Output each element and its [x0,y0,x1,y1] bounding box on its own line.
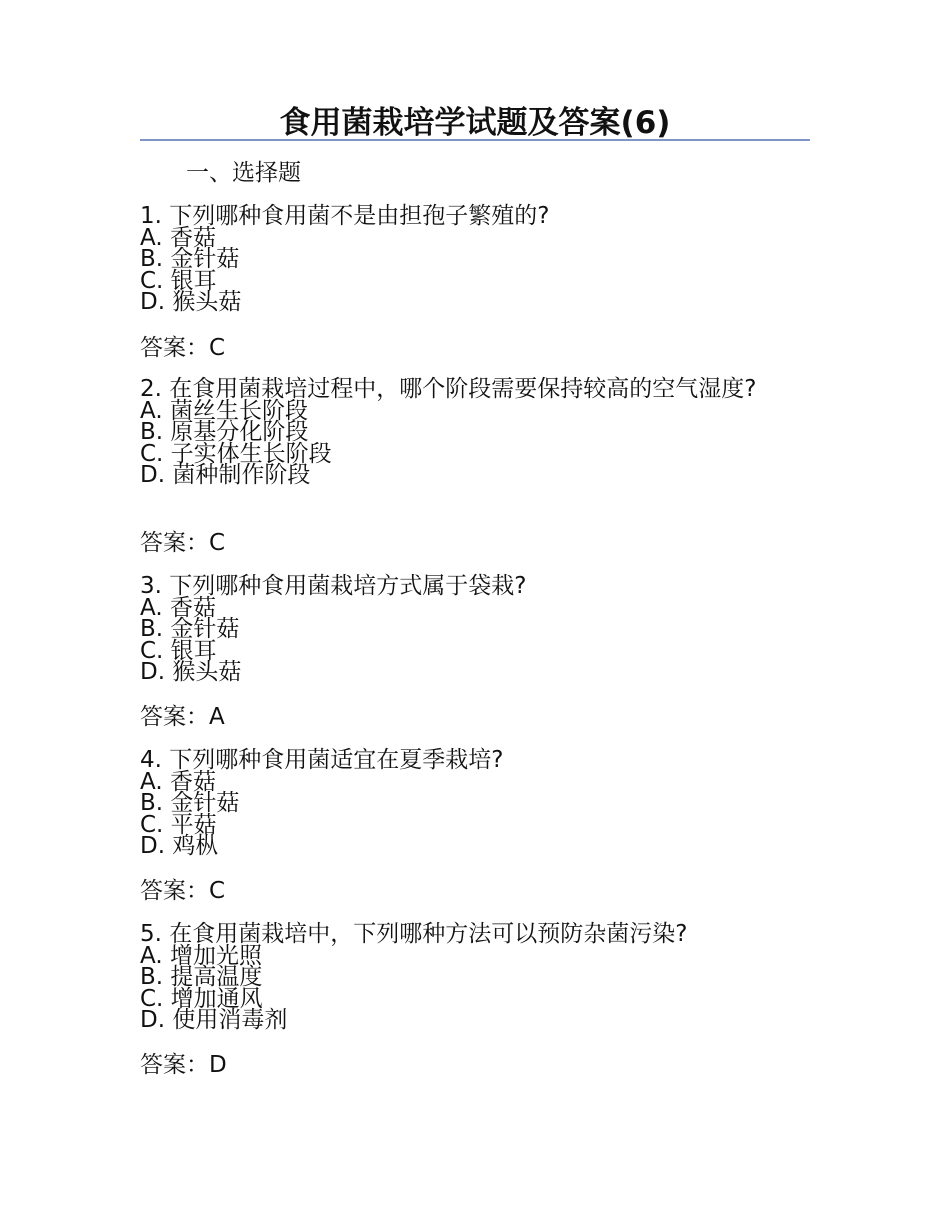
question-text: 5. 在食用菌栽培中，下列哪种方法可以预防杂菌污染? [140,921,688,947]
question-text: 4. 下列哪种食用菌适宜在夏季栽培? [140,747,504,773]
answer-text: 答案：D [140,1052,227,1078]
option-a: A. 香菇 [140,768,216,795]
question-text: 3. 下列哪种食用菌栽培方式属于袋栽? [140,573,527,599]
option-b: B. 金针菇 [140,790,240,816]
title-underline [140,139,810,141]
option-d: D. 鸡枞 [140,833,219,859]
question-text: 1. 下列哪种食用菌不是由担孢子繁殖的? [140,203,550,229]
option-a: A. 增加光照 [140,942,262,969]
option-c: C. 银耳 [140,637,217,664]
option-c: C. 平菇 [140,811,217,838]
option-c: C. 子实体生长阶段 [140,440,332,467]
option-d: D. 猴头菇 [140,289,242,315]
option-b: B. 原基分化阶段 [140,419,309,445]
answer-text: 答案：C [140,530,226,556]
question-block [140,573,800,685]
option-b: B. 金针菇 [140,616,240,642]
option-a: A. 香菇 [140,224,216,251]
option-a: A. 香菇 [140,594,216,621]
question-block [140,376,800,488]
option-c: C. 增加通风 [140,985,263,1012]
answer-text: 答案：A [140,704,225,730]
option-d: D. 使用消毒剂 [140,1007,288,1033]
option-d: D. 菌种制作阶段 [140,462,311,488]
question-text: 2. 在食用菌栽培过程中，哪个阶段需要保持较高的空气湿度? [140,376,757,402]
answer-text: 答案：C [140,335,226,361]
question-block [140,921,800,1033]
option-b: B. 金针菇 [140,246,240,272]
option-c: C. 银耳 [140,267,217,294]
answer-text: 答案：C [140,878,226,904]
option-b: B. 提高温度 [140,964,263,990]
question-block [140,747,800,859]
document-title: 食用菌栽培学试题及答案(6) [279,105,671,141]
question-block [140,203,800,315]
option-d: D. 猴头菇 [140,659,242,685]
option-a: A. 菌丝生长阶段 [140,397,308,424]
section-heading: 一、选择题 [186,160,301,186]
